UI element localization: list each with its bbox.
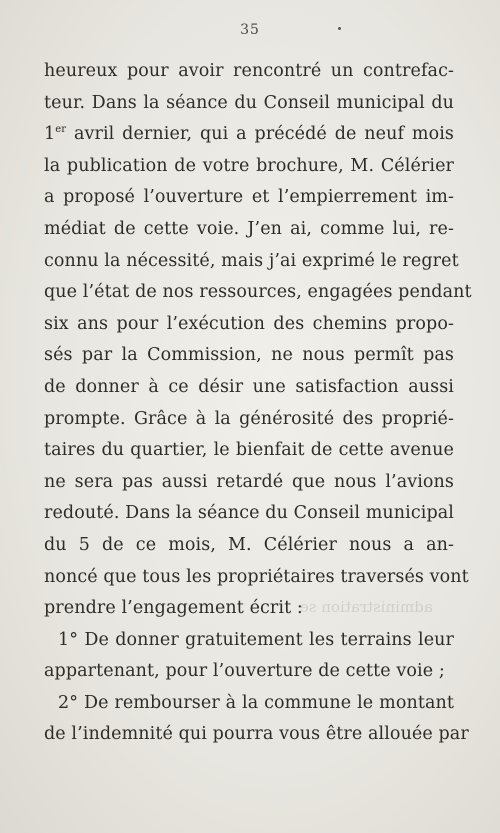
ordinal-suffix: er (55, 124, 67, 136)
text-line-7: connu la nécessité, mais j’ai exprimé le regret (44, 250, 459, 271)
text-line-20: appartenant, pour l’ouverture de cette voie ; (44, 661, 445, 682)
text-line-22: de l’indemnité qui pourra vous être allouée par (44, 724, 469, 745)
date-number: 1 (44, 124, 56, 145)
page-number: 35 (240, 22, 260, 38)
ink-speck (338, 27, 341, 30)
text-line-8: que l’état de nos ressources, engagées pendant (44, 282, 472, 303)
text-line-21: 2° De rembourser à la commune le montant (58, 692, 454, 713)
text-line-18: prendre l’engagement écrit : (44, 598, 303, 619)
text-line-12: prompte. Grâce à la générosité des proprié- (44, 408, 454, 429)
text-line-19: 1° De donner gratuitement les terrains leur (58, 629, 454, 650)
text-line-6: médiat de cette voie. J’en ai, comme lui, re- (44, 218, 454, 239)
body-text (44, 56, 472, 751)
text-line-2: teur. Dans la séance du Conseil municipal du (44, 92, 454, 113)
text-line-10: sés par la Commission, ne nous permît pas (44, 345, 454, 366)
text-line-3-rest: avril dernier, qui a précédé de neuf mois (66, 124, 454, 145)
text-line-17: noncé que tous les propriétaires traversés vont (44, 566, 469, 587)
text-line-14: ne sera pas aussi retardé que nous l’avions (44, 471, 454, 492)
text-line-5: a proposé l’ouverture et l’empierrement im- (44, 187, 454, 208)
text-line-9: six ans pour l’exécution des chemins propo- (44, 313, 454, 334)
text-line-4: la publication de votre brochure, M. Célérier (44, 155, 454, 176)
text-line-15: redouté. Dans la séance du Conseil municipal (44, 503, 454, 524)
text-line-11: de donner à ce désir une satisfaction aussi (44, 376, 454, 397)
text-line-13: taires du quartier, le bienfait de cette avenue (44, 440, 454, 461)
show-through-text: administration se (300, 598, 433, 616)
text-line-16: du 5 de ce mois, M. Célérier nous a an- (44, 534, 454, 555)
text-line-1: heureux pour avoir rencontré un contrefac- (44, 61, 454, 81)
text-line-3 (44, 119, 454, 151)
